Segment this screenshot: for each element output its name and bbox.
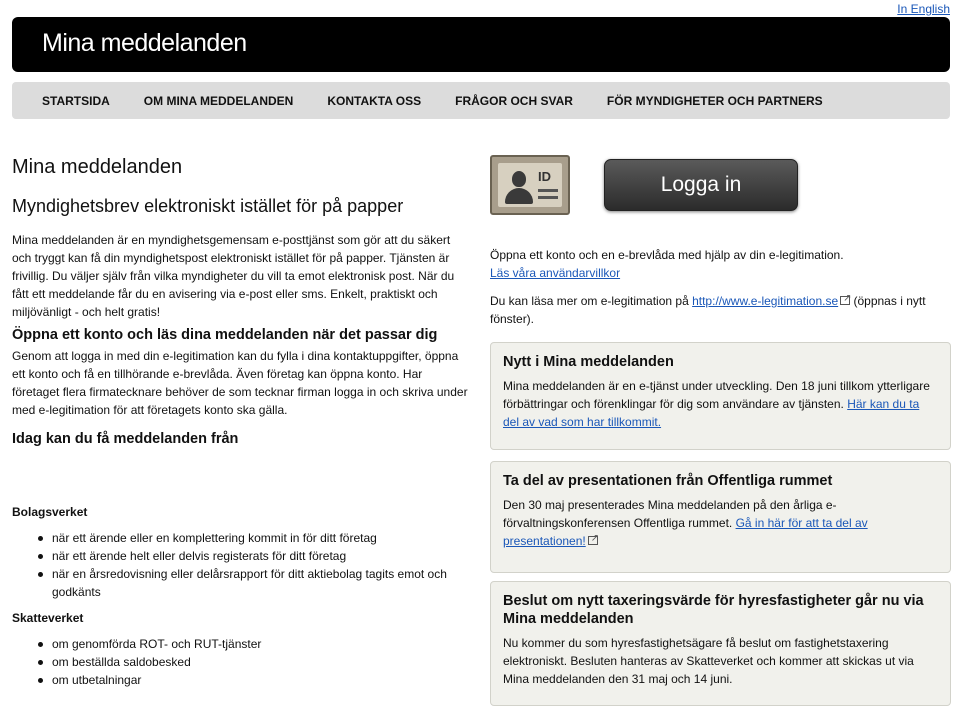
main-content xyxy=(12,156,472,689)
presentation-box-heading: Ta del av presentationen från Offentliga rummet xyxy=(503,473,833,489)
list-item: om beställda saldobesked xyxy=(38,653,472,671)
external-link-icon xyxy=(588,536,598,545)
site-header xyxy=(12,17,950,72)
open-account-heading: Öppna ett konto och läs dina meddelanden när det passar dig xyxy=(12,327,438,343)
e-legitimation-info xyxy=(490,292,950,328)
list-item: när ett ärende eller en komplettering kommit in för ditt företag xyxy=(38,529,472,547)
page-title: Mina meddelanden xyxy=(12,156,183,178)
nav-item-kontakta-oss[interactable]: KONTAKTA OSS xyxy=(327,93,422,108)
presentation-box-body: Den 30 maj presenterades Mina meddelanden på den årliga e-förvaltningskonferensen Offentliga rummet. xyxy=(503,498,837,530)
id-card-line xyxy=(538,196,558,199)
presentation-box xyxy=(490,461,951,573)
nav-item-om-mina-meddelanden[interactable]: OM MINA MEDDELANDEN xyxy=(143,93,294,108)
presentation-link[interactable]: Gå in här för att ta del av presentationen! xyxy=(503,516,868,548)
more-suffix: (öppnas i nytt fönster). xyxy=(490,294,926,326)
taxation-box-heading: Beslut om nytt taxeringsvärde för hyresfastigheter går nu via Mina meddelanden xyxy=(503,593,924,627)
news-box-text xyxy=(503,377,938,431)
nav-item-for-myndigheter[interactable]: FÖR MYNDIGHETER OCH PARTNERS xyxy=(606,93,823,108)
taxation-box-text: Nu kommer du som hyresfastighetsägare få beslut om fastighetstaxering elektroniskt. Besluten hanteras av Skatteverket och kommer att skickas ut via Mina meddelanden den 31 maj och 14 juni. xyxy=(503,636,914,686)
list-item: när ett ärende helt eller delvis registerats för ditt företag xyxy=(38,547,472,565)
nav-item-startsida[interactable]: STARTSIDA xyxy=(42,93,110,108)
e-legitimation-link[interactable]: http://www.e-legitimation.se xyxy=(692,294,839,308)
open-account-text: Genom att logga in med din e-legitimation kan du fylla i dina kontaktuppgifter, öppna ett konto och få en tillhörande e-brevlåda. Även företag kan öppna konto. Har företaget flera firmatecknare behöver de som tecknar firman logga in och skriva under med e-legitimation för att företagets konto ska gälla. xyxy=(12,349,468,417)
org-bolagsverket: Bolagsverket xyxy=(12,505,88,519)
more-prefix: Du kan läsa mer om e-legitimation på xyxy=(490,294,693,308)
news-box-body: Mina meddelanden är en e-tjänst under utveckling. Den 18 juni tillkom ytterligare förbättringar och förenklingar för dig som användare av tjänsten. xyxy=(503,379,930,411)
presentation-box-text xyxy=(503,496,938,550)
org-skatteverket: Skatteverket xyxy=(12,611,84,625)
id-card-label: ID xyxy=(538,169,551,184)
nav-item-fragor-och-svar[interactable]: FRÅGOR OCH SVAR xyxy=(455,93,573,108)
news-box-link[interactable]: Här kan du ta del av vad som har tillkommit. xyxy=(503,397,920,429)
skatteverket-list xyxy=(38,635,472,689)
site-title[interactable]: Mina meddelanden xyxy=(42,29,247,57)
id-card-line xyxy=(538,189,558,192)
list-item: om utbetalningar xyxy=(38,671,472,689)
id-card-face xyxy=(498,163,562,207)
list-item: om genomförda ROT- och RUT-tjänster xyxy=(38,635,472,653)
open-account-info xyxy=(490,246,950,282)
person-body-icon xyxy=(505,188,533,204)
id-card-icon xyxy=(490,155,570,215)
in-english-link[interactable]: In English xyxy=(897,2,950,16)
intro-text: Mina meddelanden är en myndighetsgemensam e-posttjänst som gör att du säkert och tryggt kan få din myndighetspost elektroniskt istället för på papper. Tjänsten är frivillig. Du väljer själv från vilka myndigheter du vill ta emot elektronisk post. När du fått ett meddelande får du en avisering via e-post eller sms. Enkelt, praktiskt och miljövänligt - och helt gratis! xyxy=(12,233,455,319)
login-button[interactable]: Logga in xyxy=(604,159,798,211)
taxation-box xyxy=(490,581,951,706)
news-box xyxy=(490,342,951,450)
open-account-info-text: Öppna ett konto och en e-brevlåda med hjälp av din e-legitimation. xyxy=(490,248,844,262)
person-head-icon xyxy=(512,171,526,187)
senders-heading: Idag kan du få meddelanden från xyxy=(12,431,239,447)
news-box-heading: Nytt i Mina meddelanden xyxy=(503,354,674,370)
page-subtitle: Myndighetsbrev elektroniskt istället för på papper xyxy=(12,196,404,216)
bolagsverket-list xyxy=(38,529,472,601)
main-nav xyxy=(12,82,950,119)
external-link-icon xyxy=(840,296,850,305)
list-item: när en årsredovisning eller delårsrapport för ditt aktiebolag tagits emot och godkänts xyxy=(38,565,472,601)
terms-link[interactable]: Läs våra användarvillkor xyxy=(490,266,621,280)
